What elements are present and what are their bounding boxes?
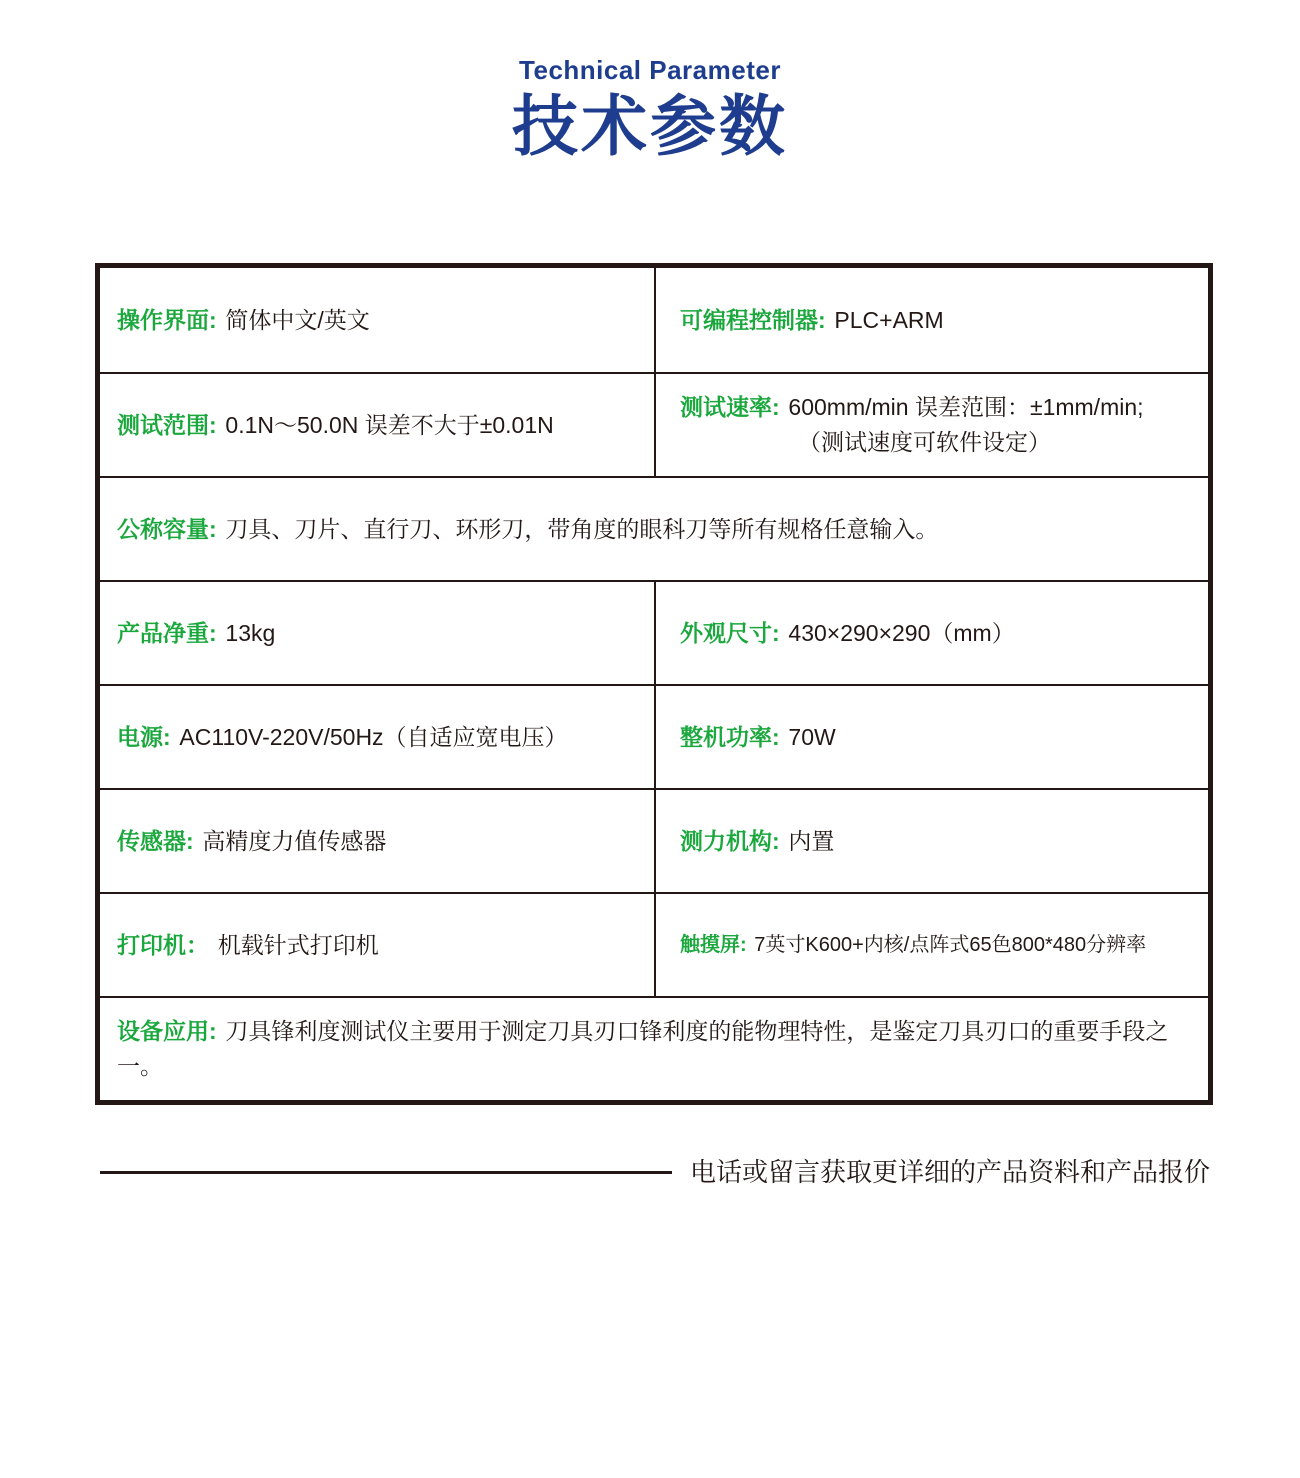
param-text (117, 616, 275, 651)
param-text (680, 390, 1144, 459)
param-text (117, 824, 386, 859)
param-text (117, 303, 370, 338)
param-value: 简体中文/英文 (225, 306, 370, 333)
param-label: 传感器: (117, 827, 194, 854)
table-row-test-range-speed (100, 372, 1208, 476)
param-text (117, 928, 379, 963)
param-label: 产品净重: (117, 619, 217, 646)
table-row-sensor-mechanism (100, 788, 1208, 892)
param-text (680, 720, 836, 755)
param-cell-application (100, 998, 1208, 1100)
param-value: 70W (788, 723, 836, 750)
param-value: 刀具、刀片、直行刀、环形刀，带角度的眼科刀等所有规格任意输入。 (225, 515, 939, 542)
param-cell-test-speed (654, 374, 1208, 476)
param-label: 设备应用: (117, 1018, 217, 1045)
param-cell-net-weight (100, 582, 654, 684)
table-row-application (100, 996, 1208, 1100)
param-text (117, 512, 938, 547)
param-text (117, 1014, 1194, 1083)
param-label: 测试速率: (680, 394, 780, 421)
table-row-nominal-capacity (100, 476, 1208, 580)
param-label: 电源: (117, 723, 171, 750)
param-value: 刀具锋利度测试仪主要用于测定刀具刃口锋利度的能物理特性，是鉴定刀具刃口的重要手段之一。 (117, 1018, 1169, 1079)
page-header (0, 0, 1300, 164)
param-text (680, 616, 1015, 651)
param-value: 0.1N～50.0N 误差不大于±0.01N (225, 411, 554, 438)
table-row-weight-size (100, 580, 1208, 684)
param-label: 外观尺寸: (680, 619, 780, 646)
param-label: 整机功率: (680, 723, 780, 750)
footer-note: 电话或留言获取更详细的产品资料和产品报价 (690, 1156, 1211, 1187)
param-cell-test-range (100, 374, 654, 476)
param-cell-touchscreen (654, 894, 1208, 996)
page-title: 技术参数 (512, 88, 788, 163)
table-row-power-supply (100, 684, 1208, 788)
param-value: 600mm/min 误差范围：±1mm/min; (788, 394, 1144, 421)
param-label: 打印机： (117, 931, 209, 958)
param-label: 触摸屏: (680, 933, 747, 956)
param-value: 机载针式打印机 (217, 931, 379, 958)
param-text (680, 824, 834, 859)
spec-table (95, 263, 1213, 1105)
table-row-operation-interface (100, 268, 1208, 372)
param-text (117, 720, 568, 755)
footer (100, 1156, 1300, 1190)
param-value: 430×290×290（mm） (788, 619, 1015, 646)
param-text (680, 303, 944, 338)
param-label: 公称容量: (117, 515, 217, 542)
param-value: PLC+ARM (834, 306, 944, 333)
param-cell-total-power (654, 686, 1208, 788)
param-cell-dimensions (654, 582, 1208, 684)
param-cell-power-source (100, 686, 654, 788)
param-value: 13kg (225, 619, 276, 646)
param-cell-operation-interface (100, 268, 654, 372)
param-cell-sensor (100, 790, 654, 892)
param-text (680, 930, 1146, 960)
param-cell-force-mechanism (654, 790, 1208, 892)
param-value: 7英寸K600+内核/点阵式65色800*480分辨率 (754, 933, 1147, 956)
param-value: 高精度力值传感器 (202, 827, 387, 854)
table-row-printer-touchscreen (100, 892, 1208, 996)
param-label: 操作界面: (117, 306, 217, 333)
param-value: AC110V-220V/50Hz（自适应宽电压） (179, 723, 568, 750)
param-label: 测力机构: (680, 827, 780, 854)
page-subtitle: Technical Parameter (519, 55, 781, 85)
param-label: 测试范围: (117, 411, 217, 438)
param-label: 可编程控制器: (680, 306, 826, 333)
param-value-line2: （测试速度可软件设定） (798, 428, 1051, 455)
param-text (117, 408, 554, 443)
param-cell-plc-controller (654, 268, 1208, 372)
param-cell-printer (100, 894, 654, 996)
param-value: 内置 (788, 827, 835, 854)
param-cell-nominal-capacity (100, 478, 1208, 580)
footer-divider-line (100, 1171, 672, 1174)
